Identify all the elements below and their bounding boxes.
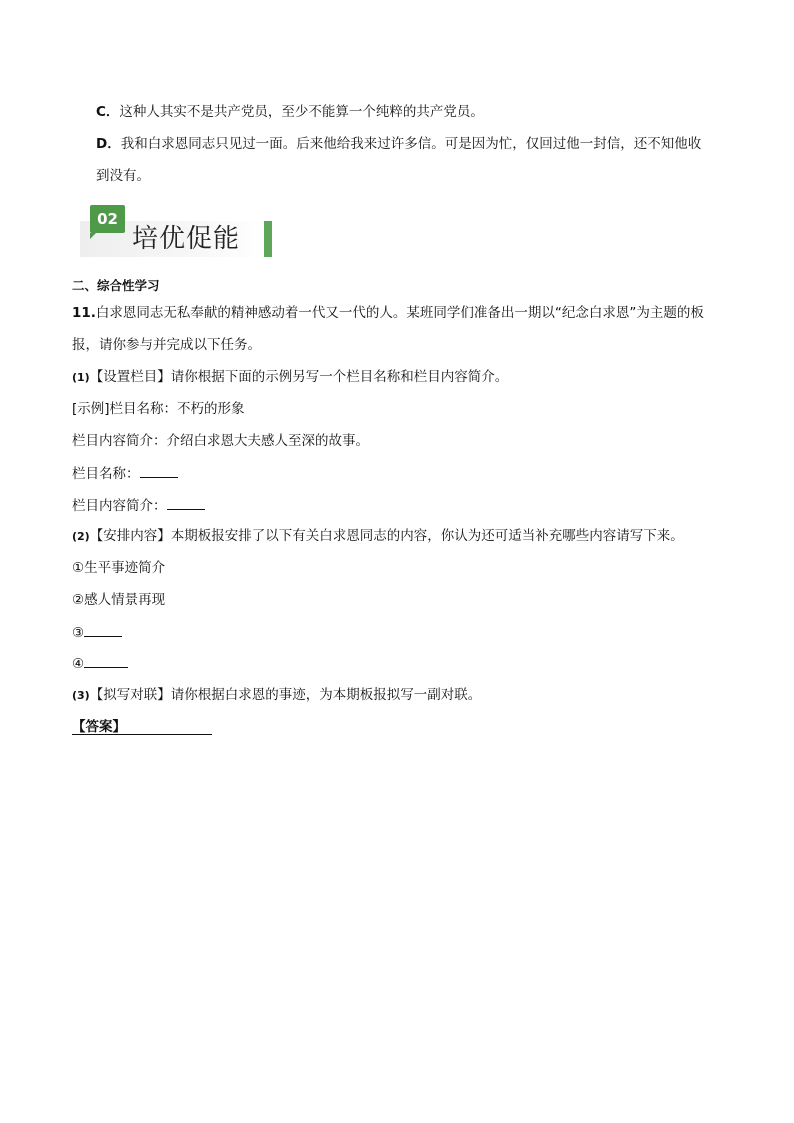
example-intro: 栏目内容简介：介绍白求恩大夫感人至深的故事。 [72,433,369,449]
option-d-text-2: 到没有。 [96,168,150,184]
option-c-text: 这种人其实不是共产党员，至少不能算一个纯粹的共产党员。 [119,104,484,120]
option-d-continued [96,166,150,186]
banner-number-badge: 02 [90,205,125,233]
column-name-blank[interactable] [140,463,178,478]
content-item-3-marker: ③ [72,625,85,641]
part2-prompt [72,526,684,547]
column-name-label: 栏目名称： [72,466,140,482]
banner-accent-bar [264,221,272,257]
question-number: 11. [72,305,96,321]
content-item-1: ①生平事迹简介 [72,560,166,576]
option-d-text: 我和白求恩同志只见过一面。后来他给我来过许多信。可是因为忙，仅回过他一封信，还不知他收 [120,136,702,152]
question-stem-line1: 白求恩同志无私奉献的精神感动着一代又一代的人。某班同学们准备出一期以“纪念白求恩”为主题的板 [95,305,704,321]
part2-number: (2) [72,530,90,543]
answer-label: 【答案】 [72,719,126,735]
option-c [96,102,484,122]
part3-text: 【拟写对联】请你根据白求恩的事迹，为本期板报拟写一副对联。 [89,687,482,703]
section-heading: 二、综合性学习 [72,278,160,293]
content-item-4 [72,653,128,674]
column-name-answer [72,463,178,484]
column-intro-label: 栏目内容简介： [72,498,167,514]
content-item-4-marker: ④ [72,656,85,672]
answer-underline [72,720,212,735]
content-item-3 [72,622,122,643]
part1-text: 【设置栏目】请你根据下面的示例另写一个栏目名称和栏目内容简介。 [89,369,509,385]
part3-prompt [72,685,481,706]
column-intro-answer [72,495,205,516]
example-name: [示例]栏目名称：不朽的形象 [72,401,245,417]
column-intro-blank[interactable] [167,495,205,510]
option-c-label: C． [96,104,120,120]
section-banner [80,205,274,259]
banner-title: 培优促能 [132,224,241,254]
content-item-3-blank[interactable] [84,622,122,637]
option-d [96,134,701,154]
content-item-4-blank[interactable] [84,653,128,668]
badge-tail-shape [90,233,96,239]
option-d-label: D． [96,136,121,152]
part3-number: (3) [72,689,90,702]
question-stem [72,303,704,323]
content-item-2: ②感人情景再现 [72,592,166,608]
question-stem-line2: 报，请你参与并完成以下任务。 [72,337,261,353]
part1-prompt [72,367,508,388]
part1-number: (1) [72,371,90,384]
part2-text: 【安排内容】本期板报安排了以下有关白求恩同志的内容，你认为还可适当补充哪些内容请写下来。 [89,528,684,544]
